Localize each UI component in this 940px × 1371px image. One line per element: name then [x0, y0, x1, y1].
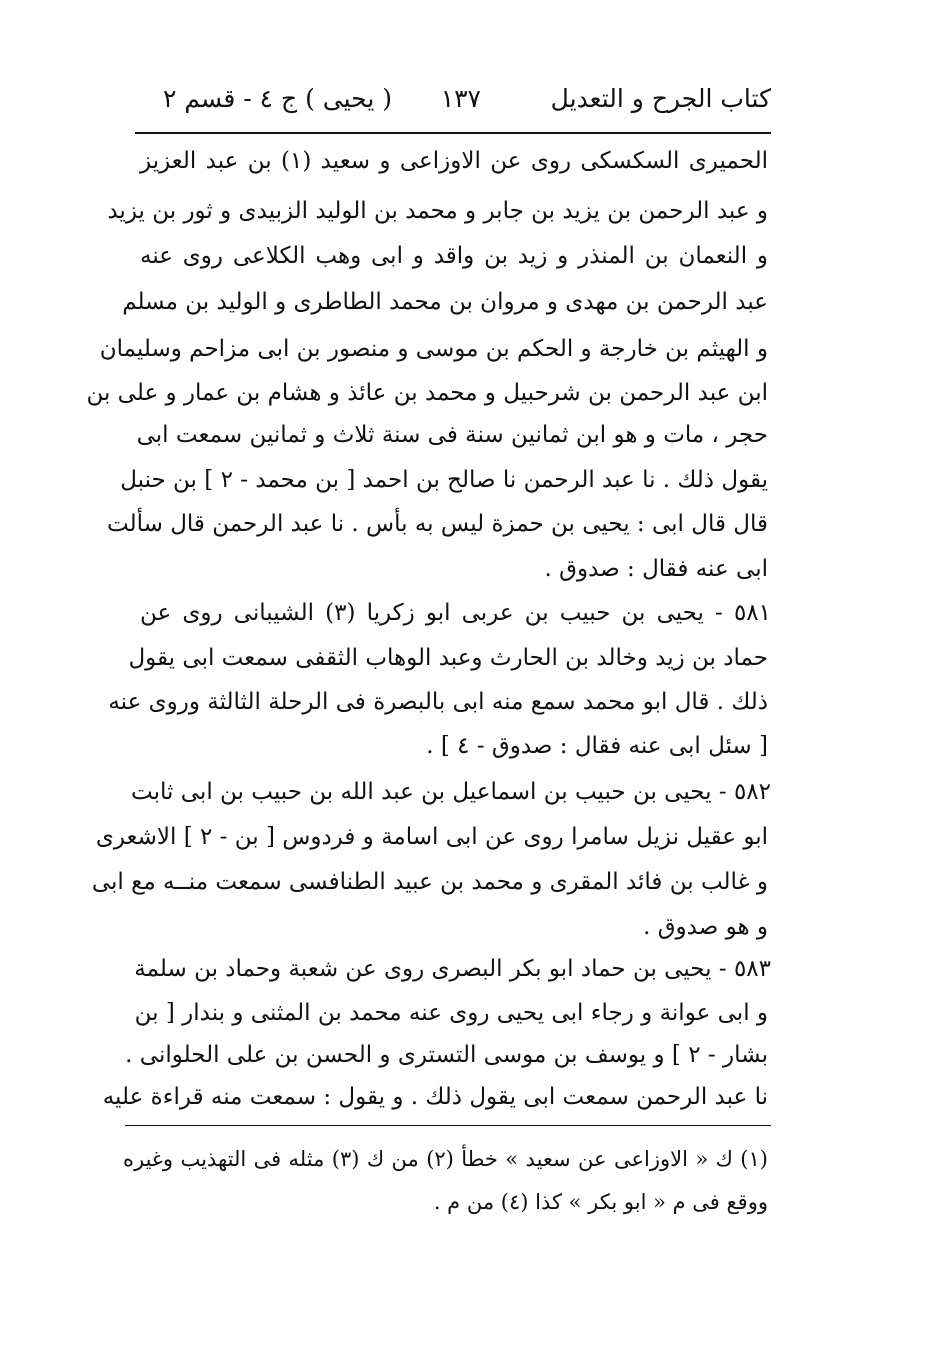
text-line: [ سئل ابى عنه فقال : صدوق - ٤ ] .: [426, 733, 768, 759]
footnote-line: (١) ك « الاوزاعى عن سعيد » خطأ (٢) من ك (٣) مثله فى التهذيب وغيره: [123, 1147, 768, 1171]
text-line: و النعمان بن المنذر و زيد بن واقد و ابى وهب الكلاعى روى عنه: [140, 243, 768, 269]
running-header: [135, 84, 771, 124]
text-line: و غالب بن فائد المقرى و محمد بن عبيد الطنافسى سمعت منــه مع ابى: [91, 869, 768, 895]
book-title: كتاب الجرح و التعديل: [550, 84, 771, 113]
footnote-rule: [125, 1125, 771, 1126]
text-line: حماد بن زيد وخالد بن الحارث وعبد الوهاب الثقفى سمعت ابى يقول: [128, 645, 768, 671]
text-line: قال قال ابى : يحيى بن حمزة ليس به بأس . نا عبد الرحمن قال سألت: [107, 511, 768, 537]
text-line: عبد الرحمن بن مهدى و مروان بن محمد الطاطرى و الوليد بن مسلم: [122, 289, 768, 315]
text-line: نا عبد الرحمن سمعت ابى يقول ذلك . و يقول : سمعت منه قراءة عليه: [102, 1084, 768, 1110]
text-line: ابى عنه فقال : صدوق .: [544, 556, 768, 582]
entry-582-start: ٥٨٢ - يحيى بن حبيب بن اسماعيل بن عبد الله بن حبيب بن ابى ثابت: [131, 779, 771, 805]
text-line: و عبد الرحمن بن يزيد بن جابر و محمد بن الوليد الزبيدى و ثور بن يزيد: [107, 198, 768, 224]
header-rule: [135, 132, 771, 134]
text-line: ابن عبد الرحمن بن شرحبيل و محمد بن عائذ و هشام بن عمار و على بن: [86, 380, 768, 406]
text-line: ابو عقيل نزيل سامرا روى عن ابى اسامة و فردوس [ بن - ٢ ] الاشعرى: [95, 824, 768, 850]
entry-581-start: ٥٨١ - يحيى بن حبيب بن عربى ابو زكريا (٣) الشيبانى روى عن: [140, 600, 771, 626]
text-line: ذلك . قال ابو محمد سمع منه ابى بالبصرة فى الرحلة الثالثة وروى عنه: [108, 689, 768, 715]
page-number: ١٣٧: [440, 84, 481, 113]
text-line: و ابى عوانة و رجاء ابى يحيى روى عنه محمد بن المثنى و بندار [ بن: [134, 1000, 768, 1026]
volume-label: ( يحيى ) ج ٤ - قسم ٢: [163, 84, 392, 113]
footnote-line: ووقع فى م « ابو بكر » كذا (٤) من م .: [433, 1190, 768, 1214]
text-line: يقول ذلك . نا عبد الرحمن نا صالح بن احمد [ بن محمد - ٢ ] بن حنبل: [120, 467, 768, 493]
entry-583-start: ٥٨٣ - يحيى بن حماد ابو بكر البصرى روى عن شعبة وحماد بن سلمة: [134, 956, 771, 982]
text-line: بشار - ٢ ] و يوسف بن موسى التسترى و الحسن بن على الحلوانى .: [125, 1042, 768, 1068]
text-line: الحميرى السكسكى روى عن الاوزاعى و سعيد (١) بن عبد العزيز: [140, 148, 768, 174]
text-line: حجر ، مات و هو ابن ثمانين سنة فى سنة ثلاث و ثمانين سمعت ابى: [136, 422, 768, 448]
text-line: و هو صدوق .: [643, 914, 768, 940]
text-line: و الهيثم بن خارجة و الحكم بن موسى و منصور بن ابى مزاحم وسليمان: [99, 336, 768, 362]
